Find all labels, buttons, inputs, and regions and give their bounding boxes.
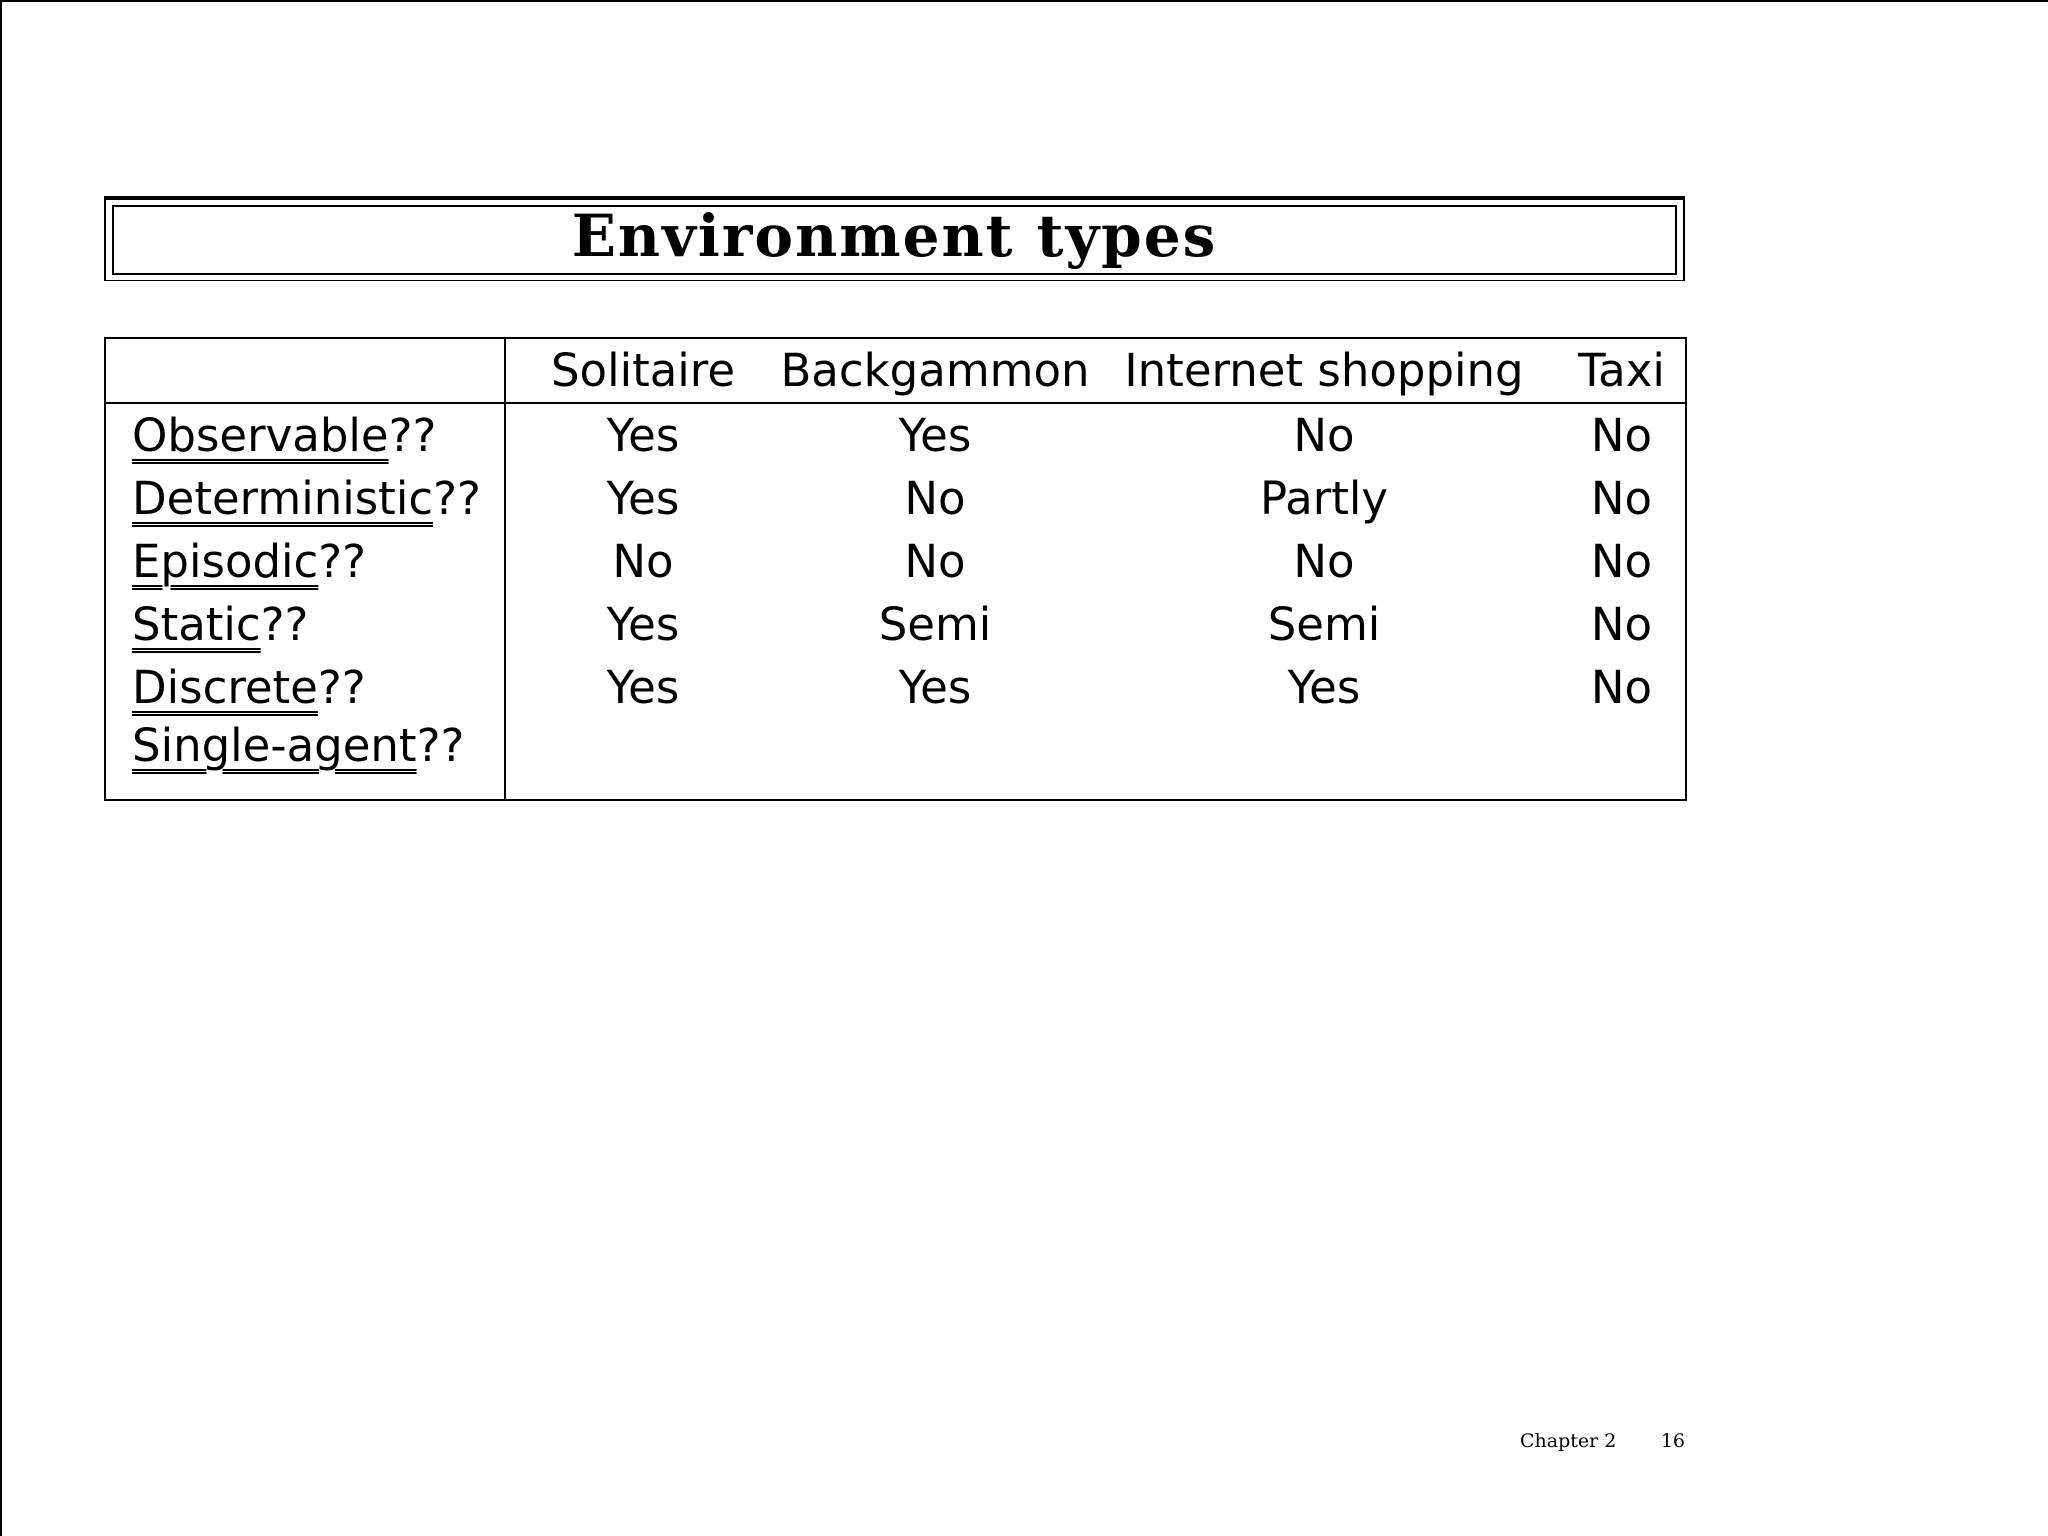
- row-header-discrete: [105, 656, 505, 719]
- page-footer: [1520, 1430, 1685, 1452]
- table-cell: No: [1293, 535, 1355, 588]
- table-cell: No: [612, 535, 674, 588]
- table-cell: [1558, 719, 1686, 800]
- table-cell: Yes: [1287, 661, 1361, 714]
- property-suffix: ??: [433, 472, 481, 525]
- row-header-static: [105, 593, 505, 656]
- column-header-taxi: Taxi: [1558, 338, 1686, 403]
- property-link-single-agent[interactable]: Single-agent: [132, 719, 417, 772]
- property-link-discrete[interactable]: Discrete: [132, 661, 318, 714]
- column-header-solitaire: Solitaire: [505, 338, 780, 403]
- table-cell: No: [1590, 409, 1653, 462]
- table-cell: Yes: [898, 409, 972, 462]
- property-link-static[interactable]: Static: [132, 598, 261, 651]
- table-cell: Partly: [1260, 472, 1388, 525]
- table-cell: No: [1293, 409, 1355, 462]
- header-corner-cell: [105, 338, 505, 403]
- table-header-row: [105, 338, 1686, 403]
- property-suffix: ??: [416, 719, 465, 772]
- table-cell: Yes: [898, 661, 972, 714]
- property-suffix: ??: [388, 409, 437, 462]
- column-header-backgammon: Backgammon: [780, 338, 1090, 403]
- table-cell: Semi: [1267, 598, 1381, 651]
- table-cell: Semi: [878, 598, 992, 651]
- table-row: [105, 719, 1686, 800]
- page-title: Environment types: [571, 202, 1218, 270]
- table-cell: No: [1590, 598, 1653, 651]
- table-cell: Yes: [606, 598, 680, 651]
- table-cell: No: [904, 535, 966, 588]
- footer-chapter: Chapter 2: [1520, 1430, 1617, 1452]
- row-header-deterministic: [105, 467, 505, 530]
- property-suffix: ??: [260, 598, 309, 651]
- table-cell: No: [904, 472, 966, 525]
- table-row: [105, 530, 1686, 593]
- property-suffix: ??: [317, 661, 366, 714]
- row-header-episodic: [105, 530, 505, 593]
- property-suffix: ??: [318, 535, 367, 588]
- footer-page-number: 16: [1660, 1430, 1685, 1452]
- title-box: [104, 196, 1685, 281]
- title-box-inner: [112, 202, 1677, 275]
- table-cell: No: [1590, 472, 1653, 525]
- property-link-deterministic[interactable]: Deterministic: [132, 472, 434, 525]
- property-link-episodic[interactable]: Episodic: [132, 535, 319, 588]
- table-cell: [780, 719, 1090, 800]
- table-row: [105, 467, 1686, 530]
- table-cell: Yes: [606, 661, 680, 714]
- table-cell: [1090, 719, 1558, 800]
- table-row: [105, 403, 1686, 467]
- environment-types-table: [104, 337, 1687, 801]
- property-link-observable[interactable]: Observable: [132, 409, 389, 462]
- table-row: [105, 656, 1686, 719]
- table-cell: No: [1590, 661, 1653, 714]
- table-row: [105, 593, 1686, 656]
- row-header-observable: [105, 403, 505, 467]
- table-cell: Yes: [606, 409, 680, 462]
- row-header-single-agent: [105, 719, 505, 800]
- table-cell: Yes: [606, 472, 680, 525]
- column-header-internet-shopping: Internet shopping: [1090, 338, 1558, 403]
- table-cell: [505, 719, 780, 800]
- table-cell: No: [1590, 535, 1653, 588]
